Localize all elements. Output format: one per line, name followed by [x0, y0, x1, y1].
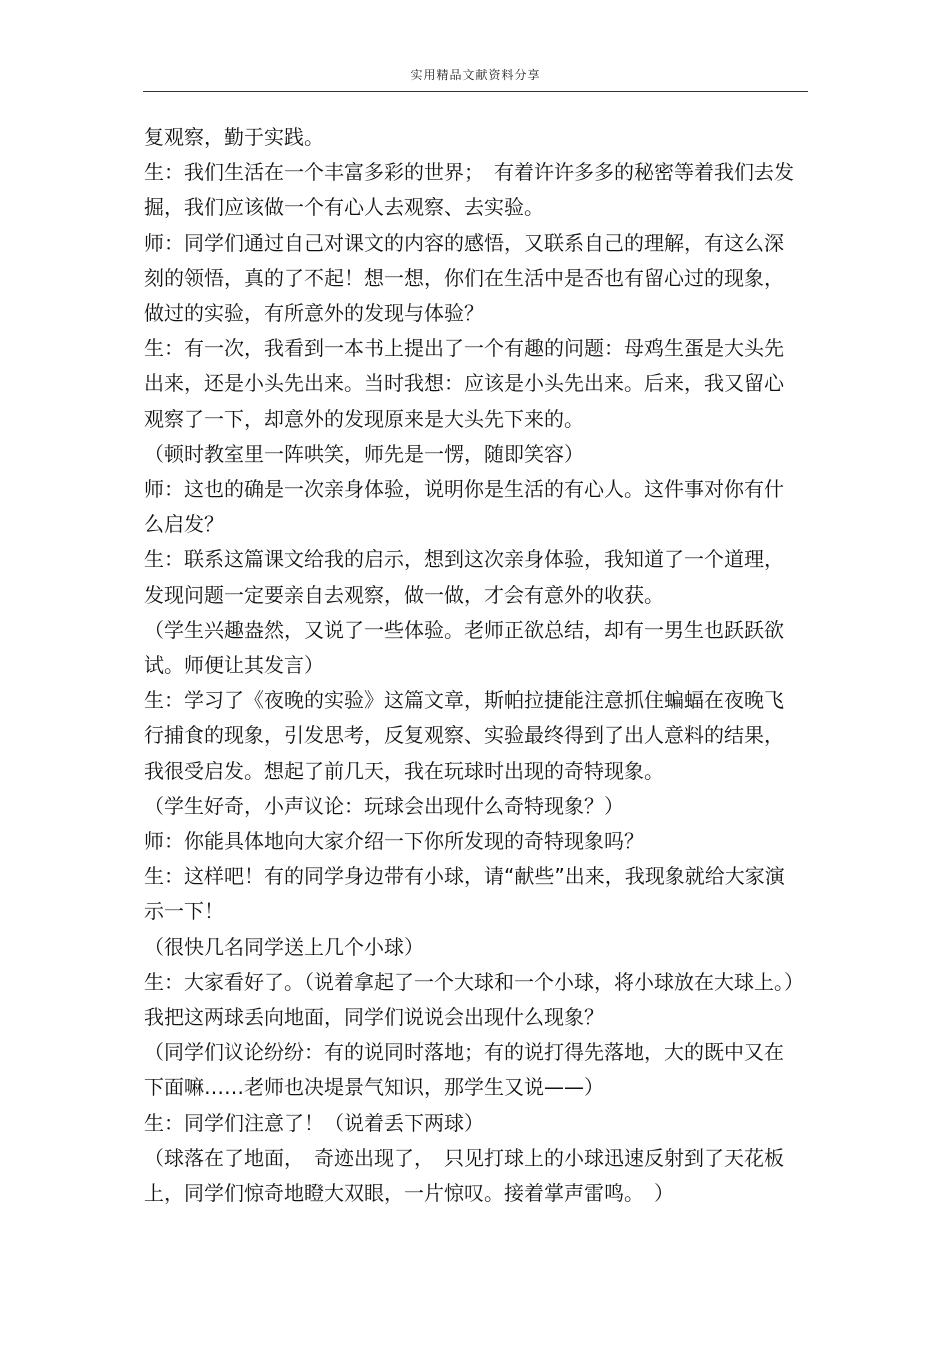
paragraph: 生：学习了《夜晚的实验》这篇文章，斯帕拉捷能注意抓住蝙蝠在夜晚飞行捕食的现象，引发思考，反复观察、实验最终得到了出人意料的结果，我很受启发。想起了前几天，我在玩球时出现的奇特现象。 — [144, 688, 784, 783]
header-divider — [143, 91, 808, 92]
paragraph: 生：联系这篇课文给我的启示，想到这次亲身体验，我知道了一个道理，发现问题一定要亲自去观察，做一做，才会有意外的收获。 — [144, 547, 784, 607]
paragraph: 师：这也的确是一次亲身体验，说明你是生活的有心人。这件事对你有什么启发？ — [144, 477, 784, 537]
paragraph: （顿时教室里一阵哄笑，师先是一愣，随即笑容） — [144, 441, 584, 466]
paragraph: 生：我们生活在一个丰富多彩的世界； 有着许许多多的秘密等着我们去发掘，我们应该做一个有心人去观察、去实验。 — [144, 160, 794, 220]
paragraph: （学生兴趣盎然，又说了一些体验。老师正欲总结，却有一男生也跃跃欲试。师便让其发言） — [144, 617, 784, 678]
paragraph: （很快几名同学送上几个小球） — [144, 934, 424, 959]
paragraph: 生：有一次，我看到一本书上提出了一个有趣的问题：母鸡生蛋是大头先出来，还是小头先出来。当时我想：应该是小头先出来。后来，我又留心观察了一下，却意外的发现原来是大头先下来的。 — [144, 336, 784, 431]
paragraph: 师：你能具体地向大家介绍一下你所发现的奇特现象吗？ — [144, 829, 644, 854]
paragraph: 复观察，勤于实践。 — [144, 125, 324, 149]
paragraph: 生：同学们注意了！（说着丢下两球） — [144, 1110, 484, 1135]
paragraph: 师：同学们通过自己对课文的内容的感悟，又联系自己的理解，有这么深刻的领悟，真的了不起！想一想，你们在生活中是否也有留心过的现象，做过的实验，有所意外的发现与体验？ — [144, 230, 784, 326]
paragraph: （球落在了地面， 奇迹出现了， 只见打球上的小球迅速反射到了天花板上，同学们惊奇地瞪大双眼，一片惊叹。接着掌声雷鸣。 ） — [144, 1145, 784, 1206]
paragraph: 生：这样吧！有的同学身边带有小球，请“献些”出来，我现象就给大家演示一下！ — [144, 864, 785, 924]
page-header: 实用精品文献资料分享 — [410, 68, 541, 82]
paragraph: 生：大家看好了。（说着拿起了一个大球和一个小球，将小球放在大球上。）我把这两球丢向地面，同学们说说会出现什么现象？ — [144, 969, 794, 1030]
document-body — [144, 120, 794, 1211]
paragraph: （学生好奇，小声议论：玩球会出现什么奇特现象？） — [144, 793, 624, 818]
paragraph: （同学们议论纷纷：有的说同时落地；有的说打得先落地，大的既中又在下面嘛……老师也决堤景气知识，那学生又说——） — [144, 1040, 784, 1100]
